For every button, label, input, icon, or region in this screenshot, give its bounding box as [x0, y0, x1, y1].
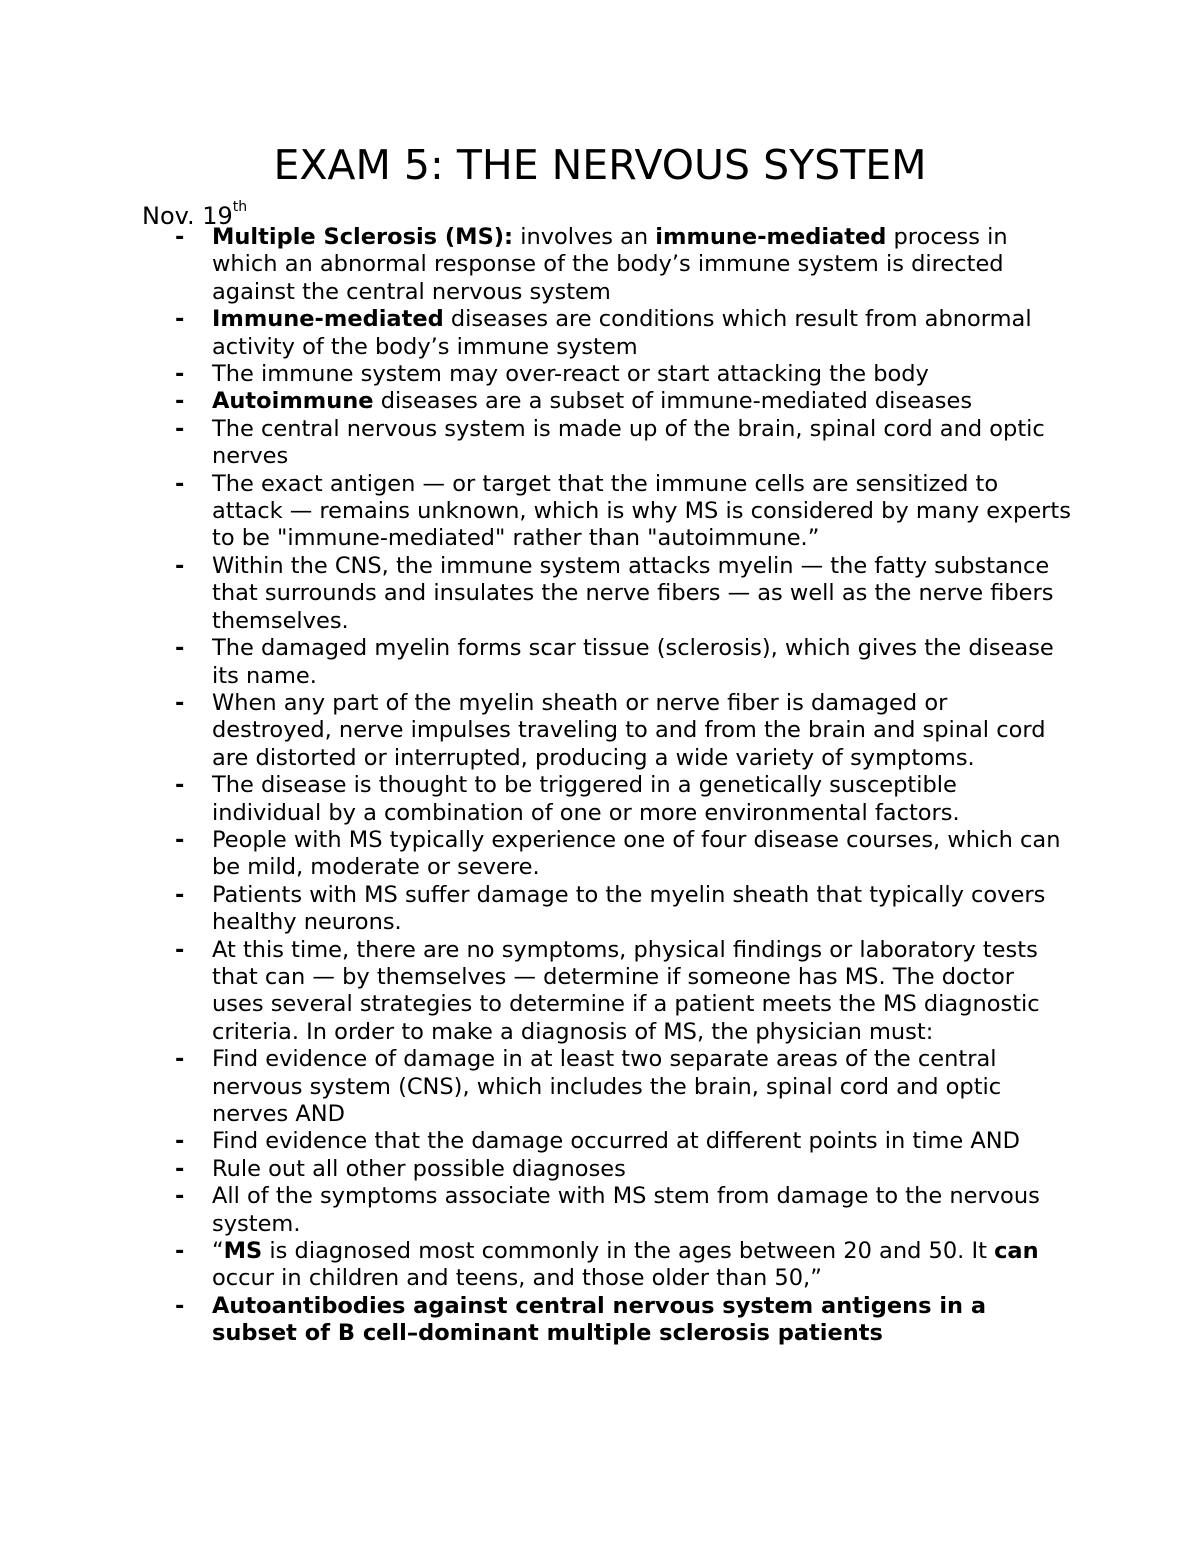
list-item: [0, 882, 1072, 937]
list-item: [0, 827, 1072, 882]
list-item: [0, 224, 1072, 306]
notes-list: [0, 224, 1200, 1348]
bold-term: Multiple Sclerosis (MS):: [212, 224, 514, 250]
item-text: Patients with MS suffer damage to the myelin sheath that typically covers healthy neurons.: [212, 881, 1046, 936]
bold-term: Immune-mediated: [212, 306, 444, 333]
item-text: occur in children and teens, and those older than 50,”: [212, 1265, 822, 1292]
bold-term: MS: [223, 1238, 263, 1265]
item-text: The immune system may over-react or start attacking the body: [212, 361, 929, 388]
item-text: When any part of the myelin sheath or nerve fiber is damaged or destroyed, nerve impulses traveling to and from the brain and spinal cord are distorted or interrupted, producing a wide variety of symptoms.: [212, 689, 1046, 771]
bullet-dash: -: [175, 224, 185, 250]
item-text: diseases are conditions which result from abnormal activity of the body’s immune system: [212, 306, 1032, 360]
list-item: [0, 1183, 1072, 1238]
bullet-dash: -: [175, 361, 185, 388]
item-text: Find evidence that the damage occurred at different points in time AND: [212, 1128, 1020, 1155]
bold-term: can: [994, 1238, 1039, 1265]
item-text: All of the symptoms associate with MS stem from damage to the nervous system.: [212, 1183, 1040, 1237]
item-text: The damaged myelin forms scar tissue (sclerosis), which gives the disease its name.: [212, 635, 1054, 689]
date-ordinal-suffix: th: [232, 199, 248, 215]
bullet-dash: -: [175, 388, 185, 415]
item-text: involves an: [513, 224, 656, 250]
list-item: [0, 388, 1072, 415]
item-text: The disease is thought to be triggered in a genetically susceptible individual by a combination of one or more environmental factors.: [212, 772, 960, 826]
bullet-dash: -: [175, 635, 185, 662]
bullet-dash: -: [175, 1046, 185, 1073]
date-text: Nov. 19: [142, 202, 233, 230]
list-item: [0, 635, 1072, 690]
bullet-dash: -: [175, 936, 185, 963]
bullet-dash: -: [175, 772, 185, 799]
item-text: The exact antigen — or target that the immune cells are sensitized to attack — remains unknown, which is why MS is considered by many experts to be "immune-mediated" rather than "autoimmune.”: [212, 470, 1071, 552]
document-title: EXAM 5: THE NERVOUS SYSTEM: [273, 141, 927, 189]
item-text: diseases are a subset of immune-mediated diseases: [373, 388, 973, 415]
list-item: [0, 772, 1072, 827]
bullet-dash: -: [175, 1292, 185, 1319]
item-text: Within the CNS, the immune system attacks myelin — the fatty substance that surrounds and insulates the nerve fibers — as well as the nerve fibers themselves.: [212, 552, 1054, 634]
bullet-dash: -: [175, 415, 185, 442]
list-item: [0, 690, 1072, 772]
bullet-dash: -: [175, 306, 185, 333]
item-text: Rule out all other possible diagnoses: [212, 1155, 626, 1182]
list-item: [0, 553, 1072, 635]
list-item: [0, 937, 1072, 1047]
list-item: [0, 361, 1072, 388]
bold-term: Autoimmune: [212, 388, 374, 415]
item-text: process in which an abnormal response of the body’s immune system is directed against the central nervous system: [212, 224, 1008, 305]
bullet-dash: -: [175, 1128, 185, 1155]
item-text: The central nervous system is made up of the brain, spinal cord and optic nerves: [212, 415, 1045, 470]
bold-term: Autoantibodies against central nervous system antigens in a subset of B cell–dominant multiple sclerosis patients: [212, 1292, 987, 1347]
bullet-dash: -: [175, 881, 185, 908]
item-text: Find evidence of damage in at least two separate areas of the central nervous system (CNS), which includes the brain, spinal cord and optic nerves AND: [212, 1046, 1002, 1127]
list-item: [0, 416, 1072, 471]
list-item: [0, 1293, 1072, 1348]
list-item: [0, 471, 1072, 553]
bullet-dash: -: [175, 1183, 185, 1210]
bullet-dash: -: [175, 552, 185, 579]
bullet-dash: -: [175, 470, 185, 497]
bullet-dash: -: [175, 689, 185, 716]
bullet-dash: -: [175, 826, 185, 853]
list-item: [0, 1128, 1072, 1155]
item-text: People with MS typically experience one of four disease courses, which can be mild, moderate or severe.: [212, 826, 1061, 881]
bold-term: immune-mediated: [655, 224, 887, 250]
list-item: [0, 306, 1072, 361]
list-item: [0, 1238, 1072, 1293]
item-text: is diagnosed most commonly in the ages between 20 and 50. It: [262, 1238, 995, 1265]
bullet-dash: -: [175, 1155, 185, 1182]
list-item: [0, 1046, 1072, 1128]
bullet-dash: -: [175, 1238, 185, 1265]
item-text: At this time, there are no symptoms, physical findings or laboratory tests that can — by themselves — determine if someone has MS. The doctor uses several strategies to determine if a patient meets the MS diagnostic criteria. In order to make a diagnosis of MS, the physician must:: [212, 936, 1040, 1045]
item-text: “: [212, 1238, 224, 1265]
list-item: [0, 1156, 1072, 1183]
